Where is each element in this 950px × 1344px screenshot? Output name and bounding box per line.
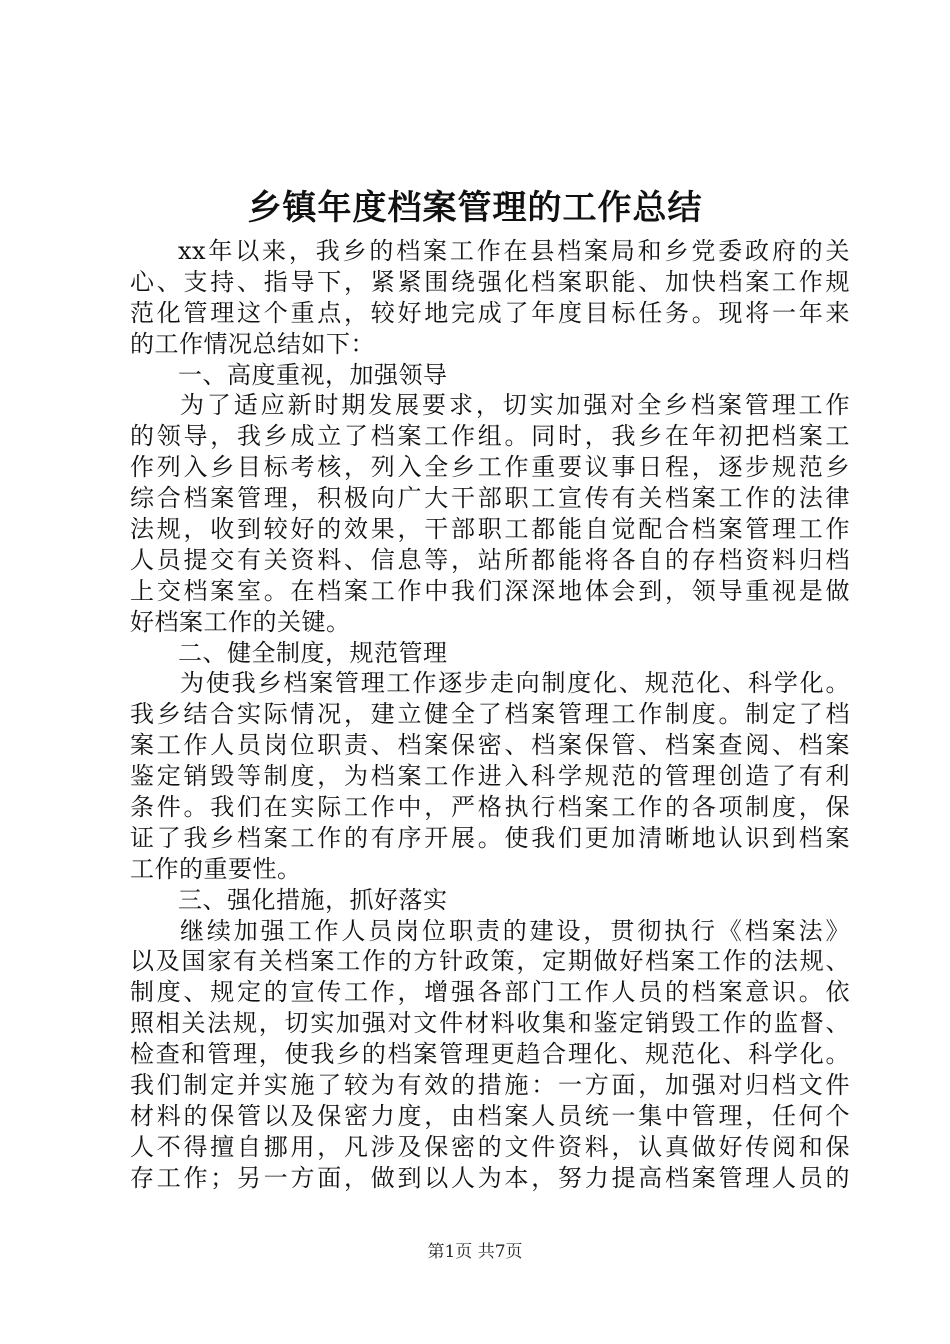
paragraph-3-line-2: 我乡结合实际情况，建立健全了档案管理工作制度。制定了档: [130, 700, 850, 729]
paragraph-3-line-4: 鉴定销毁等制度，为档案工作进入科学规范的管理创造了有利: [130, 762, 850, 791]
paragraph-2-line-2: 的领导，我乡成立了档案工作组。同时，我乡在年初把档案工: [130, 422, 850, 451]
document-body: [130, 236, 850, 1194]
page-number-footer: 第1页 共7页: [427, 1242, 523, 1262]
paragraph-1-line-4: 的工作情况总结如下：: [130, 329, 375, 358]
paragraph-2-line-5: 法规，收到较好的效果，干部职工都能自觉配合档案管理工作: [130, 515, 850, 544]
paragraph-2-line-3: 作列入乡目标考核，列入全乡工作重要议事日程，逐步规范乡: [130, 453, 850, 482]
paragraph-4-line-2: 以及国家有关档案工作的方针政策，定期做好档案工作的法规、: [130, 947, 850, 976]
paragraph-4-line-8: 人不得擅自挪用，凡涉及保密的文件资料，认真做好传阅和保: [130, 1132, 850, 1161]
paragraph-3-line-5: 条件。我们在实际工作中，严格执行档案工作的各项制度，保: [130, 793, 850, 822]
paragraph-1-line-1: xx年以来，我乡的档案工作在县档案局和乡党委政府的关: [178, 237, 850, 265]
paragraph-3-line-3: 案工作人员岗位职责、档案保密、档案保管、档案查阅、档案: [130, 731, 850, 760]
paragraph-2-line-6: 人员提交有关资料、信息等，站所都能将各自的存档资料归档: [130, 545, 850, 574]
paragraph-3-line-7: 工作的重要性。: [130, 854, 302, 883]
paragraph-4-line-3: 制度、规定的宣传工作，增强各部门工作人员的档案意识。依: [130, 978, 850, 1007]
paragraph-2-line-7: 上交档案室。在档案工作中我们深深地体会到，领导重视是做: [130, 576, 850, 605]
paragraph-4-line-1: 继续加强工作人员岗位职责的建设，贯彻执行《档案法》: [180, 916, 850, 945]
section-heading-2: 二、健全制度，规范管理: [178, 638, 448, 667]
paragraph-4-line-4: 照相关法规，切实加强对文件材料收集和鉴定销毁工作的监督、: [130, 1009, 850, 1038]
paragraph-2-line-8: 好档案工作的关键。: [130, 607, 351, 636]
paragraph-4-line-9: 存工作；另一方面，做到以人为本，努力提高档案管理人员的: [130, 1163, 850, 1192]
section-heading-1: 一、高度重视，加强领导: [178, 360, 448, 389]
paragraph-2-line-4: 综合档案管理，积极向广大干部职工宣传有关档案工作的法律: [130, 484, 850, 513]
paragraph-3-line-6: 证了我乡档案工作的有序开展。使我们更加清晰地认识到档案: [130, 823, 850, 852]
paragraph-4-line-5: 检查和管理，使我乡的档案管理更趋合理化、规范化、科学化。: [130, 1040, 850, 1069]
paragraph-4-line-6: 我们制定并实施了较为有效的措施：一方面，加强对归档文件: [130, 1071, 850, 1100]
section-heading-3: 三、强化措施，抓好落实: [178, 885, 448, 914]
paragraph-2-line-1: 为了适应新时期发展要求，切实加强对全乡档案管理工作: [180, 391, 850, 420]
paragraph-4-line-7: 材料的保管以及保密力度，由档案人员统一集中管理，任何个: [130, 1101, 850, 1130]
paragraph-1-line-2: 心、支持、指导下，紧紧围绕强化档案职能、加快档案工作规: [130, 267, 850, 296]
document-title: 乡镇年度档案管理的工作总结: [247, 188, 703, 228]
paragraph-3-line-1: 为使我乡档案管理工作逐步走向制度化、规范化、科学化。: [180, 669, 850, 698]
paragraph-1-line-3: 范化管理这个重点，较好地完成了年度目标任务。现将一年来: [130, 298, 850, 327]
